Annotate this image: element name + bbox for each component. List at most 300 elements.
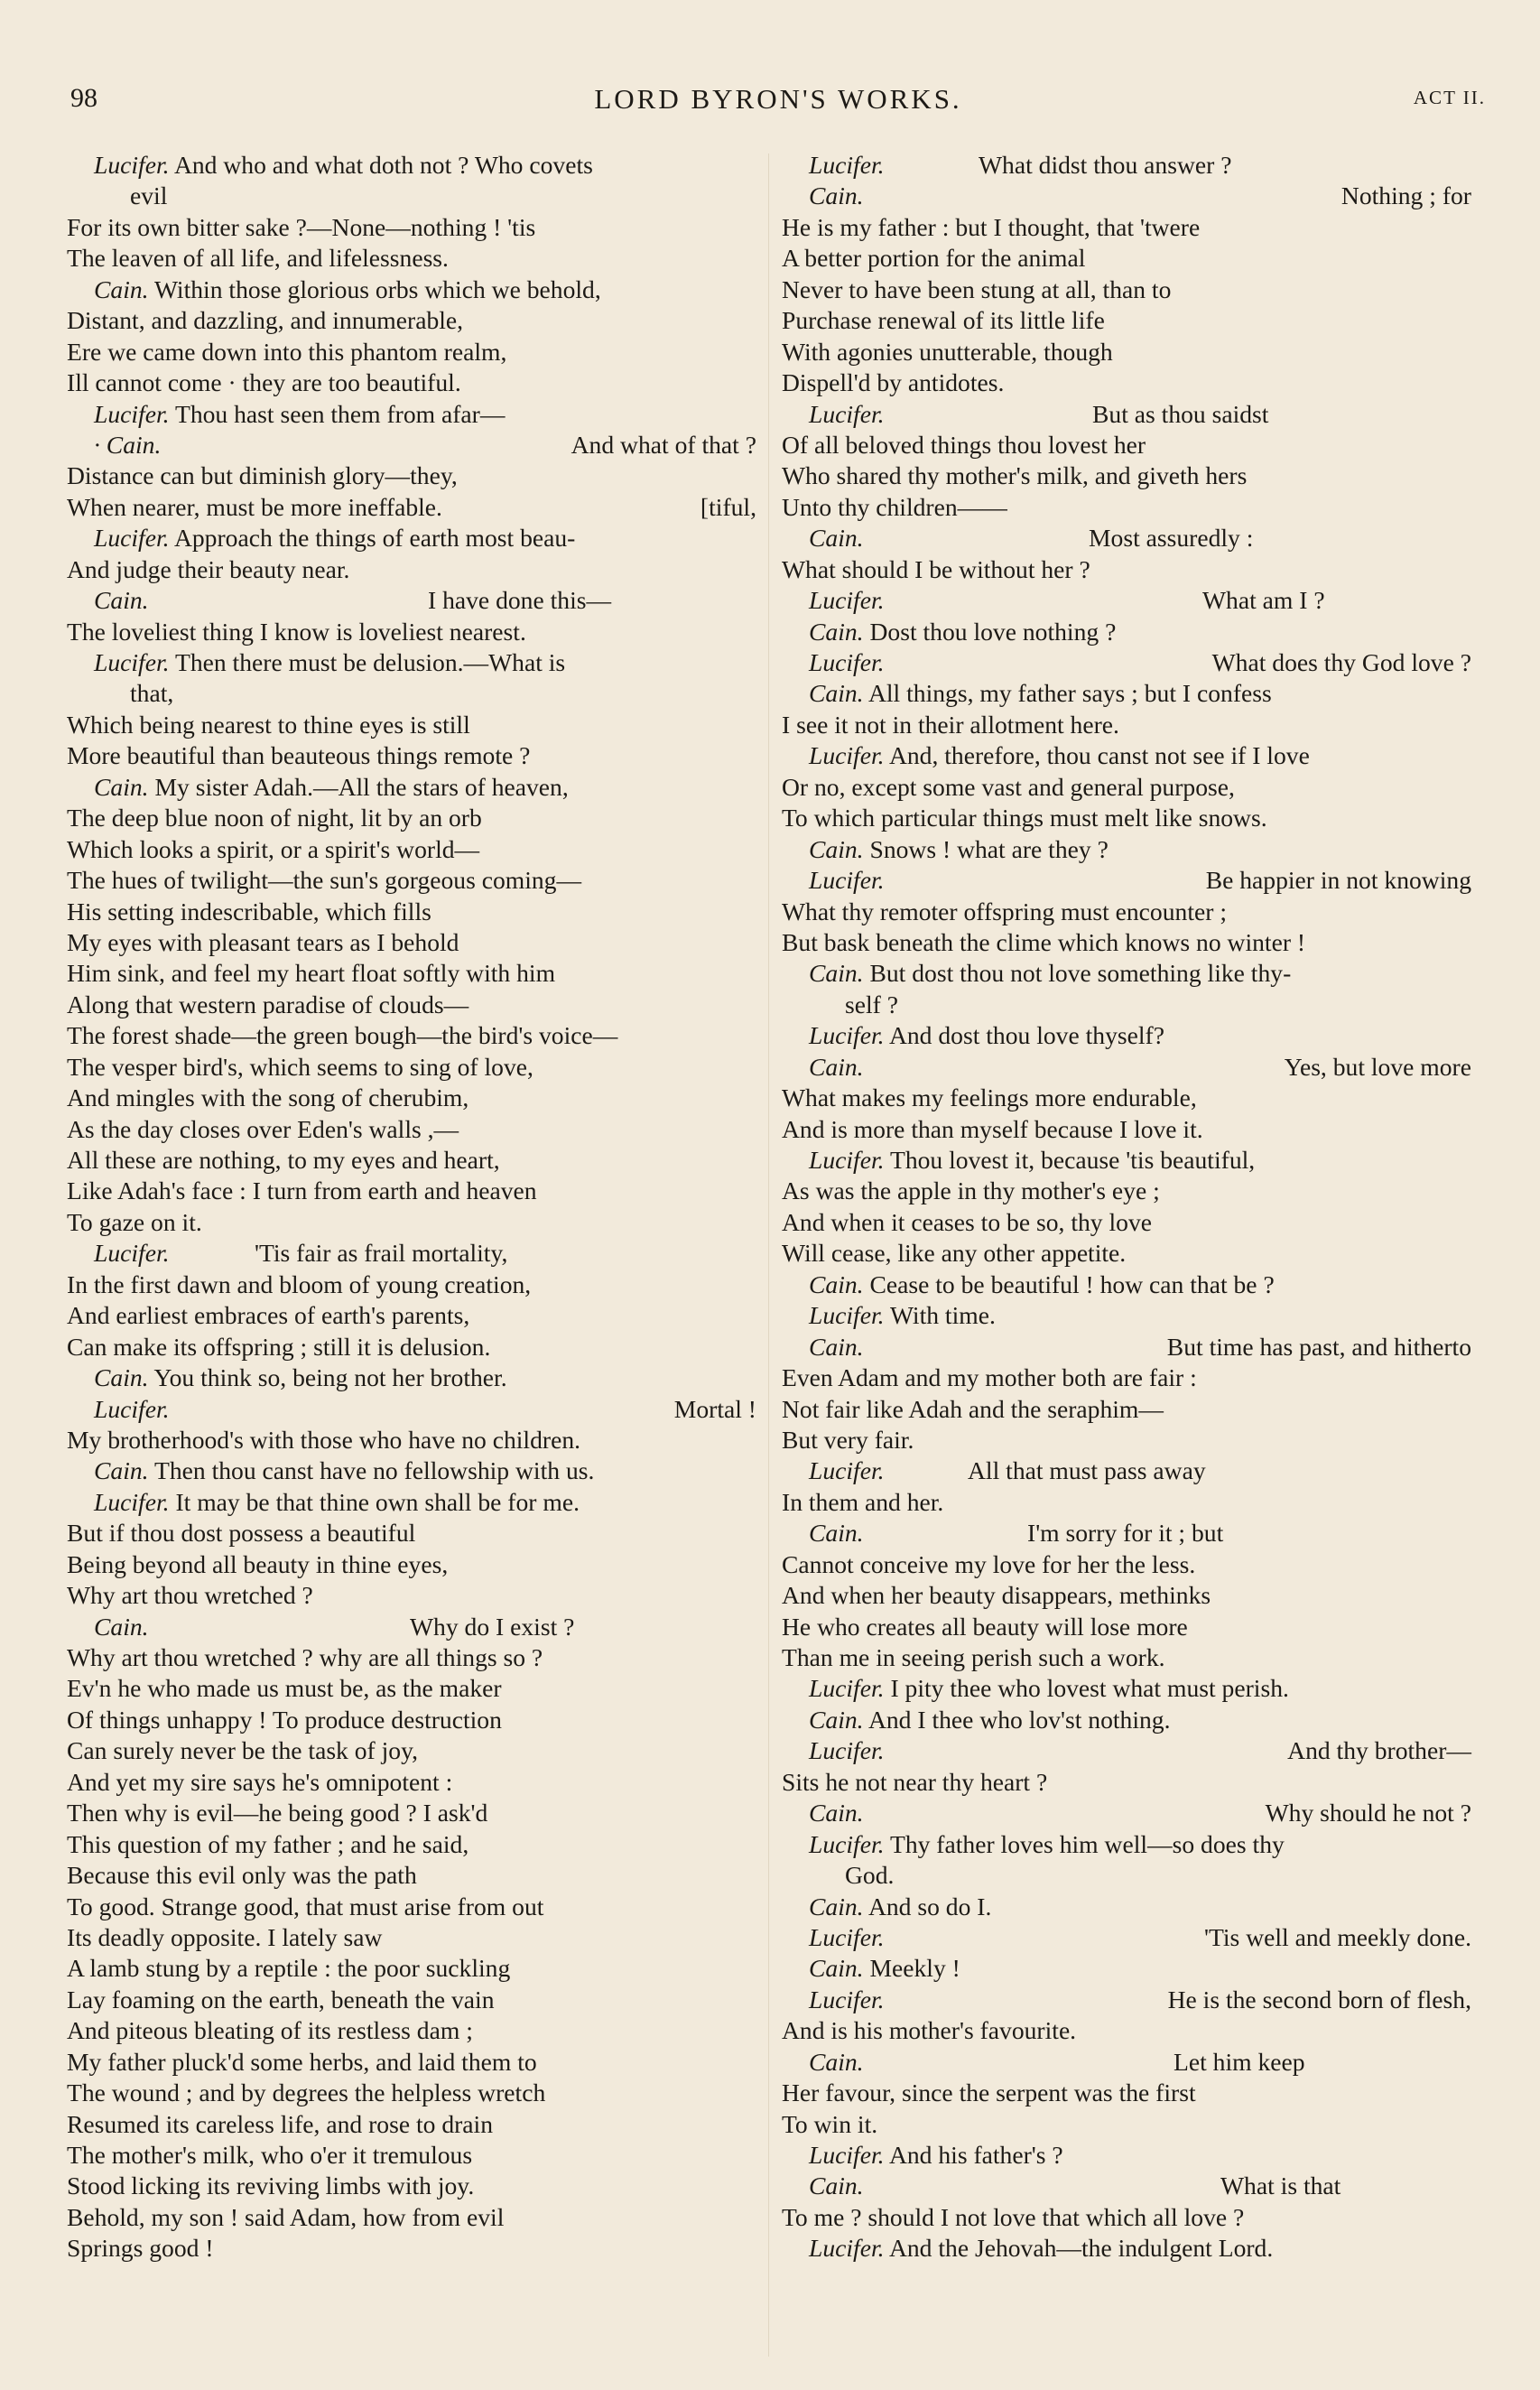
verse-text: Ev'n he who made us must be, as the maker: [67, 1674, 502, 1703]
verse-text: I pity thee who lovest what must perish.: [884, 1674, 1289, 1703]
act-label: ACT II.: [1413, 87, 1486, 108]
text-line: [67, 1612, 756, 1642]
left-column: [67, 150, 756, 2264]
verse-text: With time.: [884, 1301, 996, 1330]
right-column: [782, 150, 1471, 2264]
text-line: [67, 1425, 756, 1455]
verse-text: Meekly !: [863, 1954, 960, 1983]
verse-text: With agonies unutterable, though: [782, 337, 1113, 366]
verse-text: God.: [845, 1861, 895, 1890]
text-line: [67, 1083, 756, 1113]
text-line: [67, 1207, 756, 1238]
verse-text-continued: I have done this—: [428, 586, 612, 615]
speaker-name: Lucifer.: [809, 586, 885, 615]
verse-text: The forest shade—the green bough—the bird's voice—: [67, 1021, 618, 1050]
verse-text-continued: What didst thou answer ?: [979, 151, 1232, 179]
verse-text: My father pluck'd some herbs, and laid them to: [67, 2047, 537, 2076]
verse-text: Lay foaming on the earth, beneath the vain: [67, 1985, 495, 2013]
verse-text: Of things unhappy ! To produce destruction: [67, 1705, 502, 1734]
text-line: [67, 150, 756, 181]
text-line: [782, 1953, 1471, 1984]
text-line: [67, 1642, 756, 1673]
text-line: [67, 523, 756, 553]
verse-text: To gaze on it.: [67, 1207, 202, 1236]
verse-text: Stood licking its reviving limbs with joy.: [67, 2171, 475, 2200]
verse-text: And I thee who lov'st nothing.: [863, 1705, 1171, 1734]
verse-text: Springs good !: [67, 2234, 214, 2263]
text-line: [782, 1207, 1471, 1238]
verse-text: Her favour, since the serpent was the first: [782, 2078, 1196, 2107]
text-line: [67, 1673, 756, 1704]
verse-text-right: And thy brother—: [1287, 1736, 1471, 1765]
text-line: [782, 2171, 1471, 2201]
verse-text: And the Jehovah—the indulgent Lord.: [884, 2234, 1274, 2263]
verse-text: Cannot conceive my love for her the less.: [782, 1549, 1196, 1578]
verse-text: His setting indescribable, which fills: [67, 897, 431, 925]
text-line: [67, 243, 756, 274]
verse-text-continued: But as thou saidst: [1092, 399, 1269, 428]
verse-text: Resumed its careless life, and rose to drain: [67, 2109, 494, 2138]
text-line: [782, 243, 1471, 274]
speaker-name: Lucifer.: [94, 648, 170, 676]
verse-text: Why art thou wretched ? why are all things so ?: [67, 1643, 543, 1671]
text-line: [67, 1798, 756, 1828]
text-line: [67, 1362, 756, 1393]
verse-text: Then why is evil—he being good ? I ask'd: [67, 1799, 488, 1827]
verse-text: I see it not in their allotment here.: [782, 710, 1119, 739]
text-line: [67, 554, 756, 585]
text-line: [67, 2047, 756, 2078]
speaker-name: Lucifer.: [809, 1922, 885, 1951]
verse-text: And earliest embraces of earth's parents,: [67, 1301, 470, 1330]
speaker-name: Cain.: [809, 959, 864, 988]
speaker-name: Lucifer.: [94, 1394, 170, 1423]
text-line: [782, 1518, 1471, 1548]
verse-text: Like Adah's face : I turn from earth and heaven: [67, 1176, 537, 1205]
verse-text: Unto thy children——: [782, 492, 1007, 521]
verse-text: To me ? should I not love that which all love ?: [782, 2202, 1245, 2231]
speaker-name: Lucifer.: [809, 2141, 885, 2169]
text-line: [782, 1176, 1471, 1206]
verse-text: To win it.: [782, 2109, 878, 2138]
text-line: [67, 1052, 756, 1083]
speaker-name: Cain.: [809, 1332, 864, 1361]
text-line: [782, 772, 1471, 803]
text-line: [782, 897, 1471, 927]
speaker-name: Lucifer.: [809, 1674, 885, 1703]
verse-text: Along that western paradise of clouds—: [67, 990, 469, 1018]
verse-text: Can surely never be the task of joy,: [67, 1736, 419, 1765]
speaker-name: Cain.: [94, 1612, 149, 1641]
verse-text: But very fair.: [782, 1425, 914, 1454]
verse-text: More beautiful than beauteous things remote ?: [67, 741, 531, 770]
verse-text: It may be that thine own shall be for me.: [169, 1487, 580, 1516]
text-line: [67, 990, 756, 1020]
verse-text: Within those glorious orbs which we behold,: [148, 274, 601, 303]
verse-text: The loveliest thing I know is loveliest nearest.: [67, 617, 526, 646]
verse-text-right: Nothing ; for: [1341, 181, 1471, 210]
text-line: [67, 2202, 756, 2233]
verse-text: Which looks a spirit, or a spirit's world—: [67, 834, 480, 863]
text-line: [67, 1487, 756, 1518]
text-line: [782, 2140, 1471, 2171]
verse-text-right: [tiful,: [700, 492, 756, 521]
verse-text: And yet my sire says he's omnipotent :: [67, 1767, 453, 1796]
verse-text: Distance can but diminish glory—they,: [67, 461, 458, 490]
speaker-name: Cain.: [809, 1892, 864, 1920]
text-line: [782, 1238, 1471, 1269]
running-header: [70, 83, 1486, 128]
speaker-name: Lucifer.: [94, 151, 170, 179]
verse-text: But dost thou not love something like thy-: [863, 959, 1292, 988]
verse-text: In them and her.: [782, 1487, 944, 1516]
verse-text: Sits he not near thy heart ?: [782, 1767, 1048, 1796]
verse-text: Cease to be beautiful ! how can that be ?: [863, 1269, 1275, 1298]
verse-text-continued: All that must pass away: [968, 1456, 1206, 1485]
text-line: [782, 1860, 1471, 1891]
verse-text: Which being nearest to thine eyes is still: [67, 710, 470, 739]
text-line: [782, 212, 1471, 243]
text-line: [782, 1083, 1471, 1113]
verse-text: My brotherhood's with those who have no children.: [67, 1425, 581, 1454]
verse-text: He is my father : but I thought, that 'twere: [782, 212, 1201, 241]
verse-text-right: 'Tis well and meekly done.: [1204, 1922, 1471, 1951]
speaker-name: · Cain.: [94, 430, 162, 459]
verse-text-right: What does thy God love ?: [1211, 648, 1471, 676]
text-line: [782, 492, 1471, 523]
text-line: [67, 2078, 756, 2108]
text-line: [67, 1705, 756, 1735]
verse-text: Or no, except some vast and general purpose,: [782, 772, 1235, 801]
speaker-name: Lucifer.: [809, 1829, 885, 1858]
verse-text: As the day closes over Eden's walls ,—: [67, 1114, 459, 1143]
text-line: [67, 927, 756, 958]
text-line: [782, 1362, 1471, 1393]
text-line: [67, 1922, 756, 1953]
speaker-name: Cain.: [94, 772, 149, 801]
text-line: [67, 1394, 756, 1425]
text-line: [67, 803, 756, 833]
text-line: [67, 274, 756, 305]
verse-text: Thou hast seen them from afar—: [169, 399, 506, 428]
text-line: [782, 1642, 1471, 1673]
text-line: [67, 2171, 756, 2201]
verse-text: The vesper bird's, which seems to sing of love,: [67, 1052, 533, 1081]
verse-text: All these are nothing, to my eyes and heart,: [67, 1146, 500, 1174]
verse-text: This question of my father ; and he said,: [67, 1829, 469, 1858]
verse-text-continued: What am I ?: [1202, 586, 1325, 615]
verse-text: The hues of twilight—the sun's gorgeous coming—: [67, 866, 582, 895]
verse-text: In the first dawn and bloom of young creation,: [67, 1269, 532, 1298]
verse-text: For its own bitter sake ?—None—nothing ! 'tis: [67, 212, 536, 241]
text-line: [782, 803, 1471, 833]
verse-text-right: He is the second born of flesh,: [1167, 1985, 1471, 2013]
verse-text: The leaven of all life, and lifelessness.: [67, 244, 449, 273]
text-line: [67, 678, 756, 709]
text-line: [782, 337, 1471, 367]
verse-text: Purchase renewal of its little life: [782, 306, 1105, 335]
verse-text: And, therefore, thou canst not see if I love: [884, 741, 1310, 770]
column-divider: [768, 153, 769, 2357]
text-line: [782, 927, 1471, 958]
verse-text: My sister Adah.—All the stars of heaven,: [148, 772, 569, 801]
verse-text-right: Yes, but love more: [1284, 1052, 1471, 1081]
speaker-name: Lucifer.: [809, 399, 885, 428]
verse-text: And so do I.: [863, 1892, 992, 1920]
speaker-name: Lucifer.: [94, 1487, 170, 1516]
text-line: [67, 305, 756, 336]
text-line: [782, 1892, 1471, 1922]
verse-text: And is his mother's favourite.: [782, 2016, 1077, 2045]
text-line: [782, 647, 1471, 678]
speaker-name: Cain.: [809, 1705, 864, 1734]
text-line: [782, 1332, 1471, 1362]
verse-text: Snows ! what are they ?: [863, 834, 1109, 863]
text-line: [67, 367, 756, 398]
text-line: [782, 710, 1471, 740]
text-line: [782, 1580, 1471, 1611]
verse-text: Being beyond all beauty in thine eyes,: [67, 1549, 449, 1578]
running-title: LORD BYRON'S WORKS.: [594, 83, 962, 115]
speaker-name: Cain.: [809, 617, 864, 646]
text-line: [67, 1829, 756, 1860]
verse-text: My eyes with pleasant tears as I behold: [67, 927, 459, 956]
text-line: [67, 1176, 756, 1206]
text-line: [67, 1332, 756, 1362]
verse-text: As was the apple in thy mother's eye ;: [782, 1176, 1160, 1205]
verse-text: When nearer, must be more ineffable.: [67, 492, 442, 521]
speaker-name: Cain.: [94, 274, 149, 303]
speaker-name: Lucifer.: [809, 1736, 885, 1765]
verse-text: Ill cannot come · they are too beautiful.: [67, 368, 461, 397]
text-line: [782, 554, 1471, 585]
verse-text: And when it ceases to be so, thy love: [782, 1207, 1152, 1236]
verse-text: He who creates all beauty will lose more: [782, 1612, 1188, 1641]
text-line: [782, 1767, 1471, 1798]
verse-text-continued: Let him keep: [1174, 2047, 1305, 2076]
text-line: [782, 2233, 1471, 2264]
verse-text: A lamb stung by a reptile : the poor suckling: [67, 1954, 511, 1983]
verse-text: What makes my feelings more endurable,: [782, 1083, 1197, 1112]
text-line: [782, 460, 1471, 491]
text-line: [782, 1829, 1471, 1860]
text-line: [782, 1673, 1471, 1704]
text-line: [67, 958, 756, 989]
verse-text: Who shared thy mother's milk, and giveth hers: [782, 461, 1248, 490]
text-line: [67, 430, 756, 460]
speaker-name: Cain.: [809, 2047, 864, 2076]
text-line: [67, 1767, 756, 1798]
verse-text: Than me in seeing perish such a work.: [782, 1643, 1165, 1671]
text-line: [782, 990, 1471, 1020]
text-line: [782, 740, 1471, 771]
text-line: [67, 740, 756, 771]
speaker-name: Cain.: [809, 181, 864, 210]
page-number: 98: [70, 83, 97, 113]
verse-text-right: But time has past, and hitherto: [1166, 1332, 1471, 1361]
text-line: [67, 2233, 756, 2264]
speaker-name: Cain.: [809, 1799, 864, 1827]
verse-text: The wound ; and by degrees the helpless wretch: [67, 2078, 546, 2107]
verse-text-right: Why should he not ?: [1265, 1799, 1471, 1827]
speaker-name: Cain.: [809, 524, 864, 553]
speaker-name: Lucifer.: [809, 648, 885, 676]
text-line: [782, 1052, 1471, 1083]
verse-text: Of all beloved things thou lovest her: [782, 430, 1146, 459]
verse-text: And is more than myself because I love it.: [782, 1114, 1203, 1143]
text-line: [67, 772, 756, 803]
text-line: [782, 523, 1471, 553]
verse-text: Thy father loves him well—so does thy: [884, 1829, 1285, 1858]
verse-text: Dost thou love nothing ?: [863, 617, 1117, 646]
text-line: [67, 1735, 756, 1766]
verse-text: The deep blue noon of night, lit by an orb: [67, 804, 482, 832]
verse-text-right: Mortal !: [673, 1394, 756, 1423]
verse-text: You think so, being not her brother.: [148, 1363, 507, 1392]
text-line: [782, 865, 1471, 896]
text-line: [67, 1580, 756, 1611]
verse-text: A better portion for the animal: [782, 244, 1086, 273]
verse-text: Why art thou wretched ?: [67, 1581, 313, 1610]
verse-text: Thou lovest it, because 'tis beautiful,: [884, 1146, 1256, 1174]
text-line: [67, 834, 756, 865]
verse-text: Distant, and dazzling, and innumerable,: [67, 306, 464, 335]
verse-text: Then thou canst have no fellowship with us.: [148, 1456, 595, 1485]
text-line: [67, 865, 756, 896]
verse-text: Even Adam and my mother both are fair :: [782, 1363, 1197, 1392]
text-line: [782, 585, 1471, 616]
text-line: [67, 1892, 756, 1922]
verse-text: And when her beauty disappears, methinks: [782, 1581, 1211, 1610]
text-line: [782, 305, 1471, 336]
text-line: [67, 1020, 756, 1051]
text-line: [67, 2109, 756, 2140]
text-line: [782, 2078, 1471, 2108]
speaker-name: Cain.: [809, 1052, 864, 1081]
text-line: [782, 1455, 1471, 1486]
speaker-name: Cain.: [94, 1363, 149, 1392]
text-line: [782, 2015, 1471, 2046]
verse-text: To which particular things must melt like snows.: [782, 804, 1267, 832]
text-line: [782, 2202, 1471, 2233]
verse-text: that,: [130, 679, 174, 708]
verse-text: self ?: [845, 990, 898, 1018]
speaker-name: Lucifer.: [809, 1985, 885, 2013]
text-line: [67, 399, 756, 430]
text-line: [67, 617, 756, 647]
text-line: [67, 492, 756, 523]
text-line: [782, 1114, 1471, 1145]
verse-text: And his father's ?: [884, 2141, 1063, 2169]
verse-text: What thy remoter offspring must encounter ;: [782, 897, 1227, 925]
text-line: [782, 1549, 1471, 1580]
text-line: [67, 2140, 756, 2171]
text-line: [782, 1020, 1471, 1051]
speaker-name: Cain.: [809, 2171, 864, 2200]
verse-text: Its deadly opposite. I lately saw: [67, 1922, 383, 1951]
verse-text: To good. Strange good, that must arise from out: [67, 1892, 544, 1920]
text-line: [782, 1735, 1471, 1766]
verse-text-continued: What is that: [1220, 2171, 1341, 2200]
text-line: [67, 585, 756, 616]
verse-text: Approach the things of earth most beau-: [169, 524, 576, 553]
text-line: [782, 2109, 1471, 2140]
text-line: [67, 1114, 756, 1145]
text-line: [67, 337, 756, 367]
text-line: [782, 399, 1471, 430]
verse-text: Not fair like Adah and the seraphim—: [782, 1394, 1164, 1423]
text-line: [67, 1953, 756, 1984]
speaker-name: Cain.: [94, 586, 149, 615]
text-line: [67, 212, 756, 243]
speaker-name: Lucifer.: [809, 151, 885, 179]
text-line: [67, 1860, 756, 1891]
text-line: [782, 1145, 1471, 1176]
text-line: [67, 1549, 756, 1580]
verse-text-right: Be happier in not knowing: [1205, 866, 1471, 895]
text-line: [782, 1300, 1471, 1331]
text-line: [67, 1145, 756, 1176]
verse-text: Can make its offspring ; still it is delusion.: [67, 1332, 491, 1361]
text-line: [782, 430, 1471, 460]
speaker-name: Cain.: [809, 1269, 864, 1298]
text-line: [782, 1705, 1471, 1735]
speaker-name: Lucifer.: [809, 2234, 885, 2263]
text-line: [67, 1238, 756, 1269]
speaker-name: Lucifer.: [809, 1301, 885, 1330]
verse-text: And mingles with the song of cherubim,: [67, 1083, 469, 1112]
verse-text: And piteous bleating of its restless dam ;: [67, 2016, 473, 2045]
verse-text: All things, my father says ; but I confess: [863, 679, 1272, 708]
text-line: [782, 678, 1471, 709]
text-line: [782, 1394, 1471, 1425]
verse-text: evil: [130, 181, 168, 210]
verse-text-right: And what of that ?: [571, 430, 756, 459]
verse-text: Behold, my son ! said Adam, how from evil: [67, 2202, 505, 2231]
speaker-name: Lucifer.: [809, 1146, 885, 1174]
verse-text: The mother's milk, who o'er it tremulous: [67, 2141, 473, 2169]
text-line: [782, 1922, 1471, 1953]
verse-text: But if thou dost possess a beautiful: [67, 1519, 416, 1548]
text-line: [67, 181, 756, 211]
text-line: [782, 1425, 1471, 1455]
speaker-name: Cain.: [809, 1519, 864, 1548]
verse-text: Then there must be delusion.—What is: [169, 648, 566, 676]
text-line: [782, 1269, 1471, 1300]
speaker-name: Lucifer.: [94, 399, 170, 428]
verse-text: Never to have been stung at all, than to: [782, 274, 1172, 303]
text-line: [782, 181, 1471, 211]
text-line: [782, 617, 1471, 647]
verse-text: Will cease, like any other appetite.: [782, 1239, 1127, 1268]
text-line: [782, 1612, 1471, 1642]
text-line: [67, 1985, 756, 2015]
speaker-name: Lucifer.: [809, 866, 885, 895]
speaker-name: Lucifer.: [809, 741, 885, 770]
text-line: [782, 274, 1471, 305]
text-line: [782, 1985, 1471, 2015]
verse-text: And judge their beauty near.: [67, 554, 350, 583]
text-line: [782, 150, 1471, 181]
verse-text: Him sink, and feel my heart float softly with him: [67, 959, 556, 988]
text-line: [67, 647, 756, 678]
verse-text: And dost thou love thyself?: [884, 1021, 1164, 1050]
verse-text-continued: Most assuredly :: [1089, 524, 1254, 553]
text-line: [67, 897, 756, 927]
text-line: [782, 2047, 1471, 2078]
text-line: [67, 2015, 756, 2046]
speaker-name: Cain.: [809, 679, 864, 708]
